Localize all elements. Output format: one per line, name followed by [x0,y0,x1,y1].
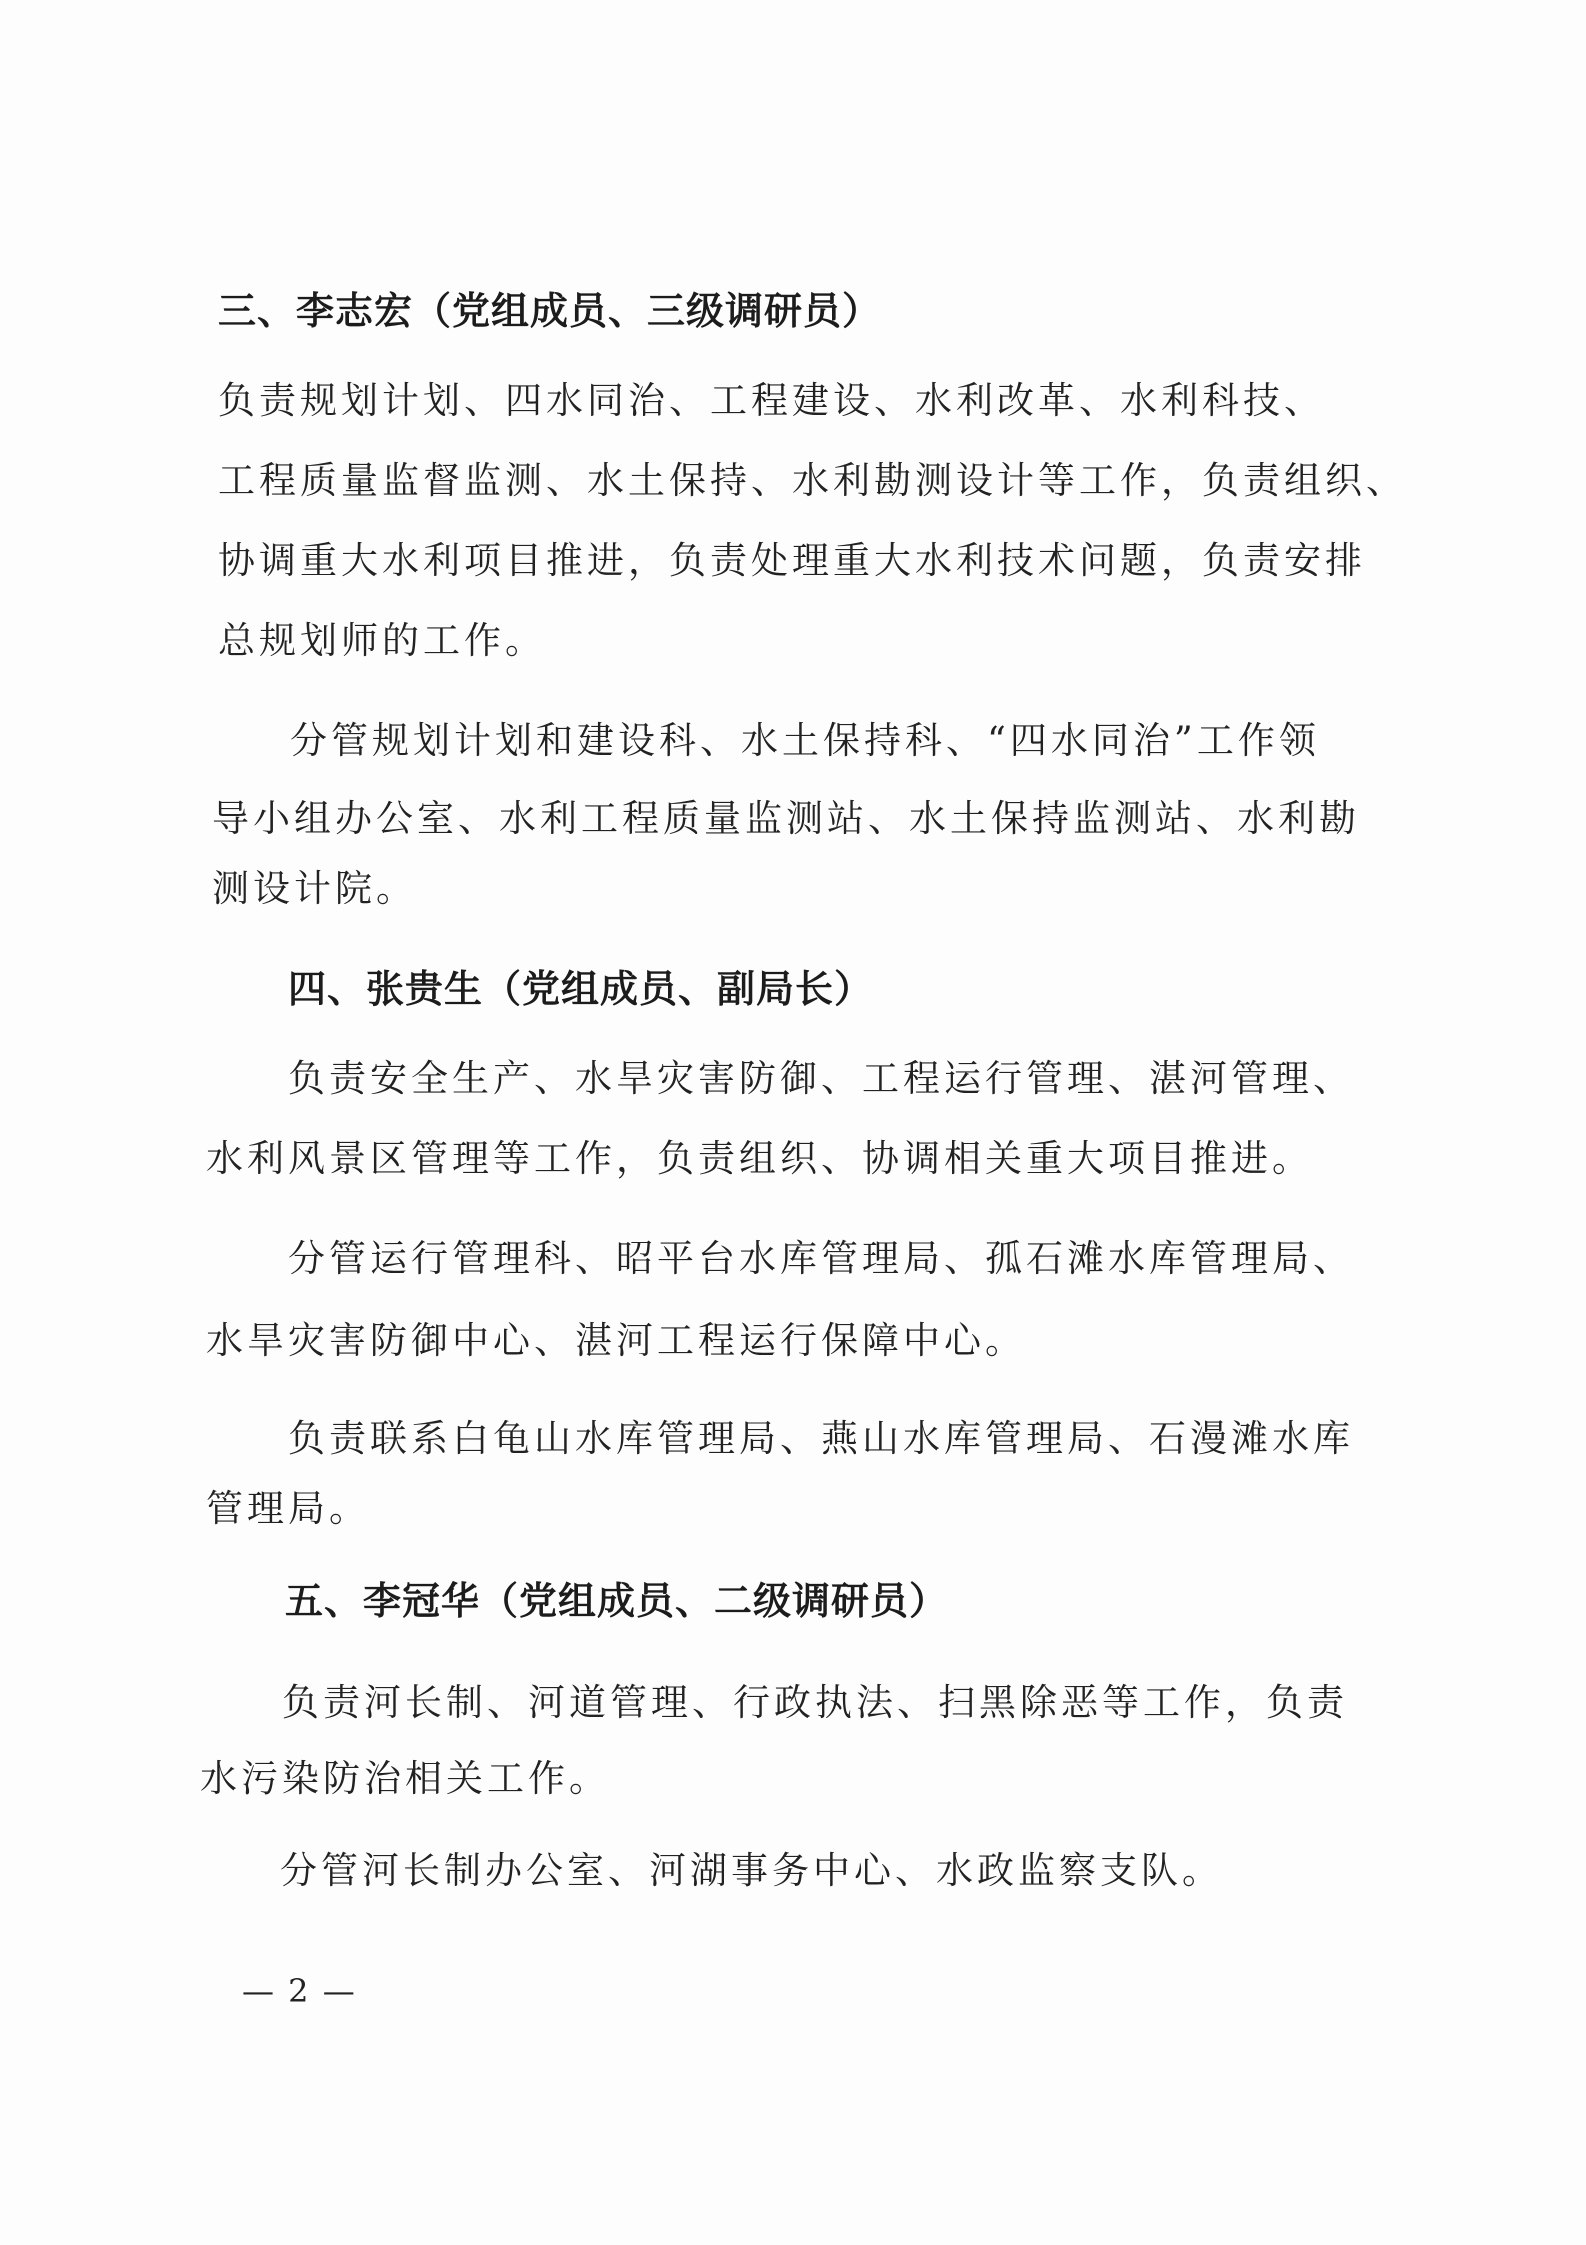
paragraph-line: 水旱灾害防御中心、湛河工程运行保障中心。 [206,1319,1026,1362]
paragraph-line: 分管运行管理科、昭平台水库管理局、孤石滩水库管理局、 [288,1237,1354,1280]
paragraph-line: 水污染防治相关工作。 [200,1757,610,1800]
paragraph-line: 负责规划计划、四水同治、工程建设、水利改革、水利科技、 [218,379,1325,422]
section-heading-zhang-guisheng: 四、张贵生（党组成员、副局长） [288,967,874,1011]
paragraph-line: 工程质量监督监测、水土保持、水利勘测设计等工作，负责组织、 [218,459,1407,502]
paragraph-line: 测设计院。 [212,867,417,910]
paragraph-line: 水利风景区管理等工作，负责组织、协调相关重大项目推进。 [206,1137,1313,1180]
paragraph-line: 管理局。 [206,1487,370,1530]
section-heading-li-guanhua: 五、李冠华（党组成员、二级调研员） [285,1579,949,1623]
paragraph-line: 导小组办公室、水利工程质量监测站、水土保持监测站、水利勘 [212,797,1360,840]
paragraph-line: 负责河长制、河道管理、行政执法、扫黑除恶等工作，负责 [282,1681,1348,1724]
paragraph-line: 分管河长制办公室、河湖事务中心、水政监察支队。 [280,1849,1223,1892]
paragraph-line: 负责安全生产、水旱灾害防御、工程运行管理、湛河管理、 [288,1057,1354,1100]
section-heading-li-zhihong: 三、李志宏（党组成员、三级调研员） [218,289,882,333]
page-number: — 2 — [242,1972,357,2010]
paragraph-line: 负责联系白龟山水库管理局、燕山水库管理局、石漫滩水库 [288,1417,1354,1460]
paragraph-line: 分管规划计划和建设科、水土保持科、“四水同治”工作领 [290,719,1320,762]
paragraph-line: 协调重大水利项目推进，负责处理重大水利技术问题，负责安排 [218,539,1366,582]
paragraph-line: 总规划师的工作。 [218,619,546,662]
